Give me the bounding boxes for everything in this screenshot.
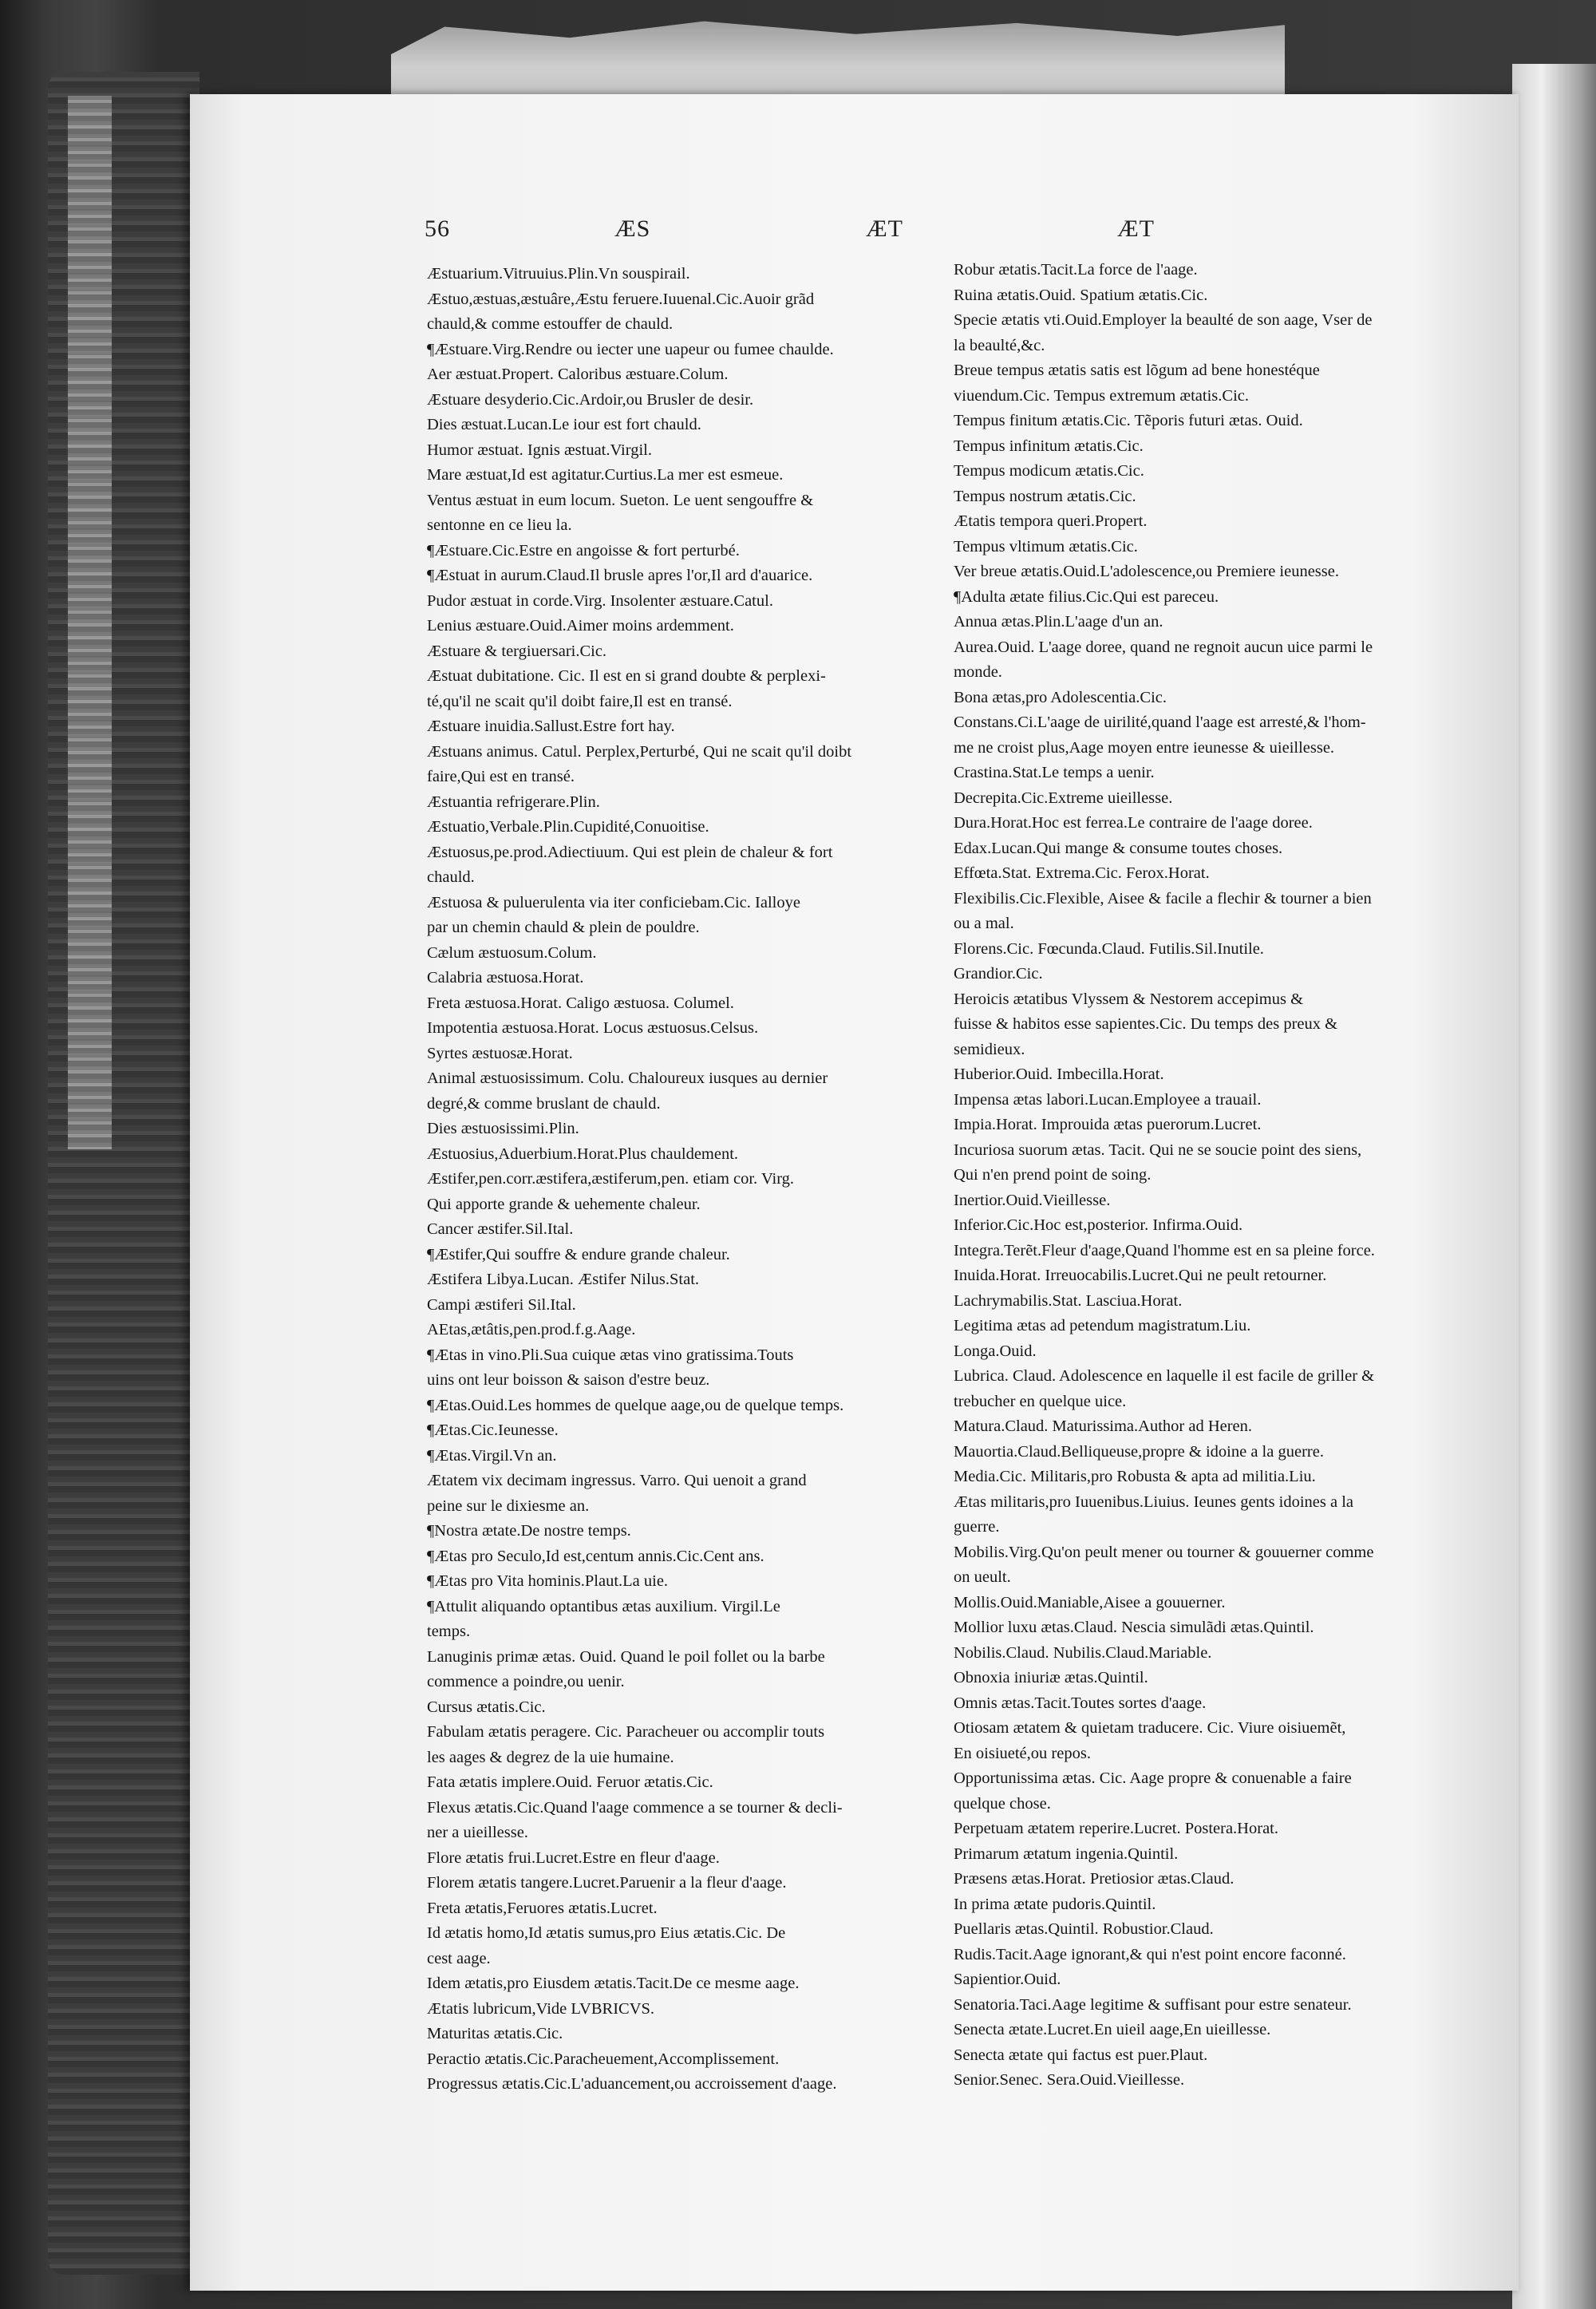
dictionary-line: Specie ætatis vti.Ouid.Employer la beaulté de son aage, Vser de [954,311,1373,329]
dictionary-line: Mollior luxu ætas.Claud. Nescia simulãdi ætas.Quintil. [954,1619,1314,1636]
dictionary-line: Æstuare & tergiuersari.Cic. [427,642,607,660]
facing-page-edge [1512,64,1596,2309]
dictionary-line: Tempus nostrum ætatis.Cic. [954,487,1136,505]
dictionary-line: Cancer æstifer.Sil.Ital. [427,1220,574,1238]
dictionary-line: les aages & degrez de la uie humaine. [427,1748,674,1766]
dictionary-line: Æstuatio,Verbale.Plin.Cupidité,Conuoitise. [427,818,709,836]
dictionary-line: Decrepita.Cic.Extreme uieillesse. [954,789,1173,807]
dictionary-line: ¶Æstuare.Cic.Estre en angoisse & fort perturbé. [427,541,740,559]
dictionary-line: Fabulam ætatis peragere. Cic. Paracheuer ou accomplir touts [427,1723,825,1741]
dictionary-line: Tempus finitum ætatis.Cic. Tẽporis futuri ætas. Ouid. [954,412,1303,429]
running-head-left: ÆS [614,215,651,242]
dictionary-line: ou a mal. [954,915,1014,932]
dictionary-line: Senecta ætate.Lucret.En uieil aage,En uieillesse. [954,2021,1271,2038]
running-head-center: ÆT [866,215,903,242]
dictionary-line: Æstuosius,Aduerbium.Horat.Plus chauldement. [427,1145,739,1163]
dictionary-line: Æstuosus,pe.prod.Adiectiuum. Qui est plein de chaleur & fort [427,843,833,861]
dictionary-line: Crastina.Stat.Le temps a uenir. [954,764,1155,781]
dictionary-line: trebucher en quelque uice. [954,1392,1127,1410]
dictionary-line: Æstuantia refrigerare.Plin. [427,793,600,811]
dictionary-line: Pudor æstuat in corde.Virg. Insolenter æstuare.Catul. [427,591,773,610]
dictionary-line: Rudis.Tacit.Aage ignorant,& qui n'est point encore faconné. [954,1945,1346,1963]
dictionary-line: Ver breue ætatis.Ouid.L'adolescence,ou Premiere ieunesse. [954,563,1339,580]
dictionary-line: Matura.Claud. Maturissima.Author ad Heren. [954,1417,1253,1435]
dictionary-line: chauld. [427,868,475,886]
dictionary-line: Puellaris ætas.Quintil. Robustior.Claud. [954,1920,1214,1938]
dictionary-line: on ueult. [954,1568,1011,1586]
dictionary-line: té,qu'il ne scait qu'il doibt faire,Il est en transé. [427,692,733,710]
dictionary-line: Mollis.Ouid.Maniable,Aisee a gouuerner. [954,1593,1226,1611]
dictionary-line: Senior.Senec. Sera.Ouid.Vieillesse. [954,2071,1185,2089]
page-number: 56 [425,215,450,242]
dictionary-line: Robur ætatis.Tacit.La force de l'aage. [954,261,1198,279]
dictionary-line: Omnis ætas.Tacit.Toutes sortes d'aage. [954,1694,1207,1712]
dictionary-line: Legitima ætas ad petendum magistratum.Liu. [954,1317,1251,1334]
dictionary-line: ¶Ætas in vino.Pli.Sua cuique ætas vino gratissima.Touts [427,1346,794,1364]
dictionary-line: Florem ætatis tangere.Lucret.Paruenir a la fleur d'aage. [427,1874,787,1892]
dictionary-line: Florens.Cic. Fœcunda.Claud. Futilis.Sil.Inutile. [954,939,1264,958]
dictionary-line: Maturitas ætatis.Cic. [427,2025,563,2042]
dictionary-line: peine sur le dixiesme an. [427,1497,590,1515]
dictionary-line: Syrtes æstuosæ.Horat. [427,1044,573,1062]
dictionary-line: ¶Nostra ætate.De nostre temps. [427,1522,631,1540]
dictionary-line: Sapientior.Ouid. [954,1971,1061,1988]
dictionary-line: Otiosam ætatem & quietam traducere. Cic. Viure oisiuemẽt, [954,1719,1346,1737]
dictionary-line: Flexus ætatis.Cic.Quand l'aage commence a se tourner & decli- [427,1798,843,1817]
dictionary-line: Incuriosa suorum ætas. Tacit. Qui ne se soucie point des siens, [954,1141,1362,1159]
dictionary-line: Obnoxia iniuriæ ætas.Quintil. [954,1669,1148,1686]
dictionary-line: monde. [954,663,1002,681]
dictionary-line: Flexibilis.Cic.Flexible, Aisee & facile a flechir & tourner a bien [954,889,1372,907]
dictionary-line: Integra.Terẽt.Fleur d'aage,Quand l'homme est en sa pleine force. [954,1241,1375,1259]
binding-wear [68,96,112,1149]
dictionary-line: Perpetuam ætatem reperire.Lucret. Postera.Horat. [954,1820,1278,1837]
dictionary-line: Tempus modicum ætatis.Cic. [954,462,1144,480]
dictionary-line: la beaulté,&c. [954,336,1045,354]
dictionary-line: Lubrica. Claud. Adolescence en laquelle il est facile de griller & [954,1367,1375,1385]
dictionary-line: Æstuat dubitatione. Cic. Il est en si grand doubte & perplexi- [427,667,826,685]
dictionary-line: Primarum ætatum ingenia.Quintil. [954,1844,1179,1863]
dictionary-line: Edax.Lucan.Qui mange & consume toutes choses. [954,839,1283,857]
running-head-right: ÆT [1117,215,1155,242]
right-column [954,258,1432,2094]
dictionary-line: ¶Attulit aliquando optantibus ætas auxilium. Virgil.Le [427,1597,780,1615]
dictionary-line: fuisse & habitos esse sapientes.Cic. Du temps des preux & [954,1015,1338,1033]
dictionary-line: ¶Ætas.Cic.Ieunesse. [427,1421,559,1439]
dictionary-line: Impotentia æstuosa.Horat. Locus æstuosus.Celsus. [427,1019,759,1037]
dictionary-line: cest aage. [427,1949,491,1967]
dictionary-line: Aer æstuat.Propert. Caloribus æstuare.Colum. [427,366,729,383]
dictionary-line: faire,Qui est en transé. [427,768,575,785]
dictionary-line: Qui apporte grande & uehemente chaleur. [427,1195,701,1213]
dictionary-line: ¶Ætas.Ouid.Les hommes de quelque aage,ou de quelque temps. [427,1396,844,1414]
dictionary-line: Inertior.Ouid.Vieillesse. [954,1191,1111,1209]
dictionary-line: Campi æstiferi Sil.Ital. [427,1295,576,1314]
dictionary-line: Æstuo,æstuas,æstuâre,Æstu feruere.Iuuenal.Cic.Auoir grãd [427,290,815,308]
dictionary-line: Qui n'en prend point de soing. [954,1166,1152,1184]
dictionary-line: semidieux. [954,1040,1025,1058]
dictionary-line: Ætatis tempora queri.Propert. [954,512,1148,530]
dictionary-line: Mauortia.Claud.Belliqueuse,propre & idoine a la guerre. [954,1442,1324,1461]
dictionary-line: Tempus infinitum ætatis.Cic. [954,437,1144,455]
dictionary-line: sentonne en ce lieu la. [427,516,572,534]
dictionary-line: Ætatis lubricum,Vide LVBRICVS. [427,1999,655,2018]
dictionary-line: Bona ætas,pro Adolescentia.Cic. [954,688,1167,706]
dictionary-line: Annua ætas.Plin.L'aage d'un an. [954,613,1163,631]
dictionary-line: Dies æstuat.Lucan.Le iour est fort chauld. [427,416,701,433]
dictionary-line: Heroicis ætatibus Vlyssem & Nestorem accepimus & [954,990,1304,1008]
dictionary-line: quelque chose. [954,1794,1051,1813]
dictionary-line: Inferior.Cic.Hoc est,posterior. Infirma.Ouid. [954,1216,1243,1234]
dictionary-line: Lachrymabilis.Stat. Lasciua.Horat. [954,1291,1183,1310]
dictionary-line: ¶Æstuat in aurum.Claud.Il brusle apres l'or,Il ard d'auarice. [427,567,813,584]
dictionary-line: Peractio ætatis.Cic.Paracheuement,Accomplissement. [427,2050,780,2068]
dictionary-line: Inuida.Horat. Irreuocabilis.Lucret.Qui ne peult retourner. [954,1267,1327,1284]
dictionary-line: Cælum æstuosum.Colum. [427,943,597,962]
dictionary-line: ¶Æstuare.Virg.Rendre ou iecter une uapeur ou fumee chaulde. [427,340,834,358]
dictionary-line: Ruina ætatis.Ouid. Spatium ætatis.Cic. [954,286,1208,304]
dictionary-line: viuendum.Cic. Tempus extremum ætatis.Cic. [954,386,1249,405]
dictionary-line: In prima ætate pudoris.Quintil. [954,1895,1156,1913]
dictionary-line: uins ont leur boisson & saison d'estre beuz. [427,1371,710,1389]
dictionary-line: chauld,& comme estouffer de chauld. [427,315,674,333]
dictionary-line: Ætas militaris,pro Iuuenibus.Liuius. Ieunes gents idoines a la [954,1493,1354,1511]
dictionary-line: Calabria æstuosa.Horat. [427,969,584,986]
dictionary-line: Ventus æstuat in eum locum. Sueton. Le uent sengouffre & [427,491,814,509]
dictionary-line: Æstuans animus. Catul. Perplex,Perturbé, Qui ne scait qu'il doibt [427,742,852,761]
dictionary-line: Mare æstuat,Id est agitatur.Curtius.La mer est esmeue. [427,466,784,484]
dictionary-line: Breue tempus ætatis satis est lõgum ad bene honestéque [954,362,1320,379]
dictionary-line: Senatoria.Taci.Aage legitime & suffisant pour estre senateur. [954,1995,1352,2014]
dictionary-line: Humor æstuat. Ignis æstuat.Virgil. [427,441,652,459]
dictionary-line: Æstifera Libya.Lucan. Æstifer Nilus.Stat. [427,1271,700,1288]
dictionary-line: Progressus ætatis.Cic.L'aduancement,ou accroissement d'aage. [427,2075,837,2093]
dictionary-line: AEtas,ætâtis,pen.prod.f.g.Aage. [427,1321,636,1338]
dictionary-line: Media.Cic. Militaris,pro Robusta & apta ad militia.Liu. [954,1468,1316,1485]
dictionary-line: Aurea.Ouid. L'aage doree, quand ne regnoit aucun uice parmi le [954,638,1373,656]
dictionary-line: ¶Adulta ætate filius.Cic.Qui est pareceu. [954,587,1219,606]
dictionary-line: Senecta ætate qui factus est puer.Plaut. [954,2046,1208,2064]
dictionary-line: Dura.Horat.Hoc est ferrea.Le contraire de l'aage doree. [954,814,1313,832]
dictionary-line: degré,& comme bruslant de chauld. [427,1094,661,1113]
dictionary-line: Mobilis.Virg.Qu'on peult mener ou tourner & gouuerner comme [954,1543,1374,1561]
dictionary-line: Ætatem vix decimam ingressus. Varro. Qui uenoit a grand [427,1472,807,1489]
dictionary-line: Impensa ætas labori.Lucan.Employee a trauail. [954,1090,1262,1109]
dictionary-line: guerre. [954,1518,1000,1536]
dictionary-line: ¶Ætas.Virgil.Vn an. [427,1446,557,1465]
left-column [427,262,906,2097]
dictionary-line: Flore ætatis frui.Lucret.Estre en fleur d'aage. [427,1848,720,1867]
dictionary-line: Æstuare desyderio.Cic.Ardoir,ou Brusler de desir. [427,390,754,409]
dictionary-line: Grandior.Cic. [954,965,1043,983]
dictionary-line: Freta æstuosa.Horat. Caligo æstuosa. Columel. [427,994,734,1012]
dictionary-line: Dies æstuosissimi.Plin. [427,1120,579,1137]
dictionary-line: Huberior.Ouid. Imbecilla.Horat. [954,1066,1164,1083]
dictionary-line: ¶Ætas pro Vita hominis.Plaut.La uie. [427,1572,669,1590]
dictionary-line: Id ætatis homo,Id ætatis sumus,pro Eius ætatis.Cic. De [427,1924,786,1942]
dictionary-line: Tempus vltimum ætatis.Cic. [954,537,1138,556]
dictionary-line: Lenius æstuare.Ouid.Aimer moins ardemment. [427,617,734,635]
dictionary-line: temps. [427,1623,471,1640]
dictionary-line: Lanuginis primæ ætas. Ouid. Quand le poil follet ou la barbe [427,1647,825,1666]
dictionary-line: ner a uieillesse. [427,1824,528,1841]
dictionary-line: Freta ætatis,Feruores ætatis.Lucret. [427,1899,658,1917]
dictionary-line: Idem ætatis,pro Eiusdem ætatis.Tacit.De ce mesme aage. [427,1975,800,1992]
dictionary-line: Præsens ætas.Horat. Pretiosior ætas.Claud. [954,1870,1235,1888]
dictionary-line: Æstuare inuidia.Sallust.Estre fort hay. [427,718,675,735]
dictionary-line: Effœta.Stat. Extrema.Cic. Ferox.Horat. [954,864,1210,882]
dictionary-line: Fata ætatis implere.Ouid. Feruor ætatis.Cic. [427,1773,713,1791]
dictionary-line: Æstuosa & puluerulenta via iter conficiebam.Cic. Ialloye [427,893,800,911]
dictionary-line: commence a poindre,ou uenir. [427,1673,625,1690]
dictionary-line: Cursus ætatis.Cic. [427,1698,546,1716]
dictionary-line: Constans.Ci.L'aage de uirilité,quand l'aage est arresté,& l'hom- [954,714,1366,731]
dictionary-line: Opportunissima ætas. Cic. Aage propre & conuenable a faire [954,1769,1352,1787]
dictionary-line: En oisiueté,ou repos. [954,1744,1091,1762]
dictionary-line: me ne croist plus,Aage moyen entre ieunesse & uieillesse. [954,738,1335,757]
dictionary-line: Longa.Ouid. [954,1342,1037,1360]
dictionary-line: Æstifer,pen.corr.æstifera,æstiferum,pen. etiam cor. Virg. [427,1170,795,1188]
dictionary-line: par un chemin chauld & plein de pouldre. [427,919,700,936]
dictionary-line: Animal æstuosissimum. Colu. Chaloureux iusques au dernier [427,1069,828,1087]
dictionary-line: Impia.Horat. Improuida ætas puerorum.Lucret. [954,1116,1262,1133]
dictionary-line: Æstuarium.Vitruuius.Plin.Vn souspirail. [427,265,690,283]
dictionary-line: ¶Ætas pro Seculo,Id est,centum annis.Cic.Cent ans. [427,1547,764,1565]
dictionary-line: ¶Æstifer,Qui souffre & endure grande chaleur. [427,1245,730,1263]
dictionary-line: Nobilis.Claud. Nubilis.Claud.Mariable. [954,1643,1212,1662]
